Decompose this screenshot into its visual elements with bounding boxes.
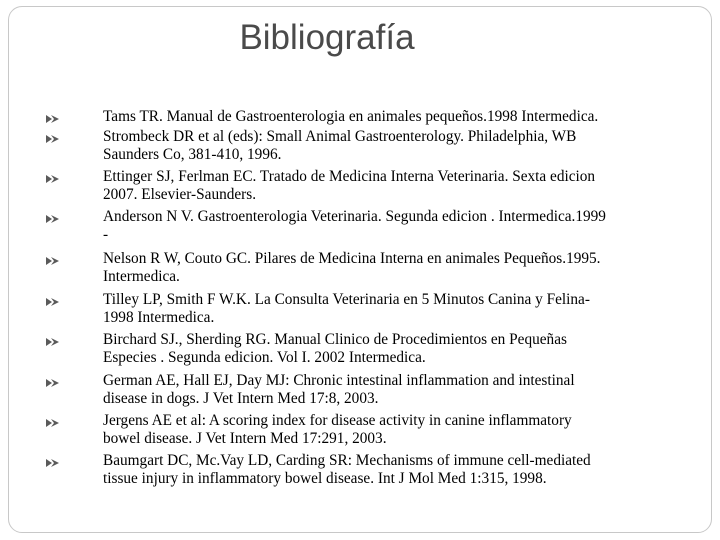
list-item (0, 452, 720, 492)
arrow-bullet-icon (46, 114, 60, 124)
list-item (0, 168, 720, 208)
list-item (0, 208, 720, 248)
page-title: Bibliografía (239, 18, 415, 57)
arrow-bullet-icon (46, 214, 60, 224)
reference-text: German AE, Hall EJ, Day MJ: Chronic intestinal inflammation and intestinal disease in dogs. J Vet Intern Med 17:8, 2003. (103, 372, 575, 407)
reference-text: Birchard SJ., Sherding RG. Manual Clinico de Procedimientos en Pequeñas Especies . Segunda edicion. Vol I. 2002 Intermedica. (103, 331, 567, 366)
list-item (0, 250, 720, 290)
list-item (0, 372, 720, 412)
arrow-bullet-icon (46, 297, 60, 307)
list-item (0, 331, 720, 371)
arrow-bullet-icon (46, 134, 60, 144)
arrow-bullet-icon (46, 174, 60, 184)
reference-text: Nelson R W, Couto GC. Pilares de Medicina Interna en animales Pequeños.1995. Intermedica. (103, 250, 601, 285)
reference-text: Anderson N V. Gastroenterologia Veterinaria. Segunda edicion . Intermedica.1999 - (103, 208, 606, 243)
reference-text: Jergens AE et al: A scoring index for disease activity in canine inflammatory bowel disease. J Vet Intern Med 17:291, 2003. (103, 412, 572, 447)
arrow-bullet-icon (46, 378, 60, 388)
reference-text: Strombeck DR et al (eds): Small Animal Gastroenterology. Philadelphia, WB Saunders Co, 381-410, 1996. (103, 128, 577, 163)
arrow-bullet-icon (46, 337, 60, 347)
reference-text: Ettinger SJ, Ferlman EC. Tratado de Medicina Interna Veterinaria. Sexta edicion 2007. Elsevier-Saunders. (103, 168, 596, 203)
reference-text: Tilley LP, Smith F W.K. La Consulta Veterinaria en 5 Minutos Canina y Felina- 1998 Intermedica. (103, 291, 590, 326)
reference-text: Baumgart DC, Mc.Vay LD, Carding SR: Mechanisms of immune cell-mediated tissue injury in inflammatory bowel disease. Int J Mol Med 1:315, 1998. (103, 452, 591, 487)
arrow-bullet-icon (46, 418, 60, 428)
list-item (0, 412, 720, 452)
list-item (0, 128, 720, 168)
reference-text: Tams TR. Manual de Gastroenterologia en animales pequeños.1998 Intermedica. (103, 108, 599, 125)
arrow-bullet-icon (46, 458, 60, 468)
list-item (0, 291, 720, 331)
arrow-bullet-icon (46, 256, 60, 266)
